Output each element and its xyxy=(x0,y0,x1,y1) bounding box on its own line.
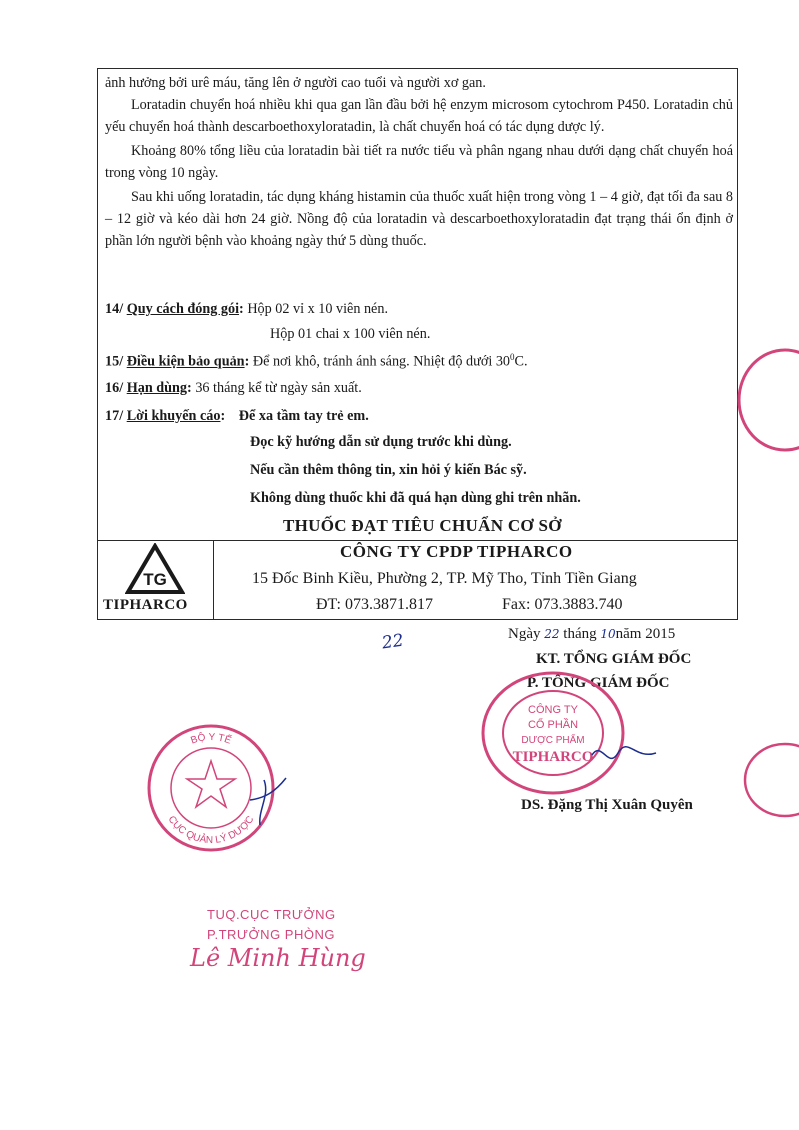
svg-text:DƯỢC PHẨM: DƯỢC PHẨM xyxy=(521,735,585,746)
approval-line-2: P.TRƯỞNG PHÒNG xyxy=(207,927,335,942)
signature-title-2: P. TỔNG GIÁM ĐỐC xyxy=(527,675,670,691)
approval-initial xyxy=(240,770,290,830)
warning-line: Nếu cần thêm thông tin, xin hỏi ý kiến Bác sỹ. xyxy=(250,462,527,478)
warning-line: Để xa tầm tay trẻ em. xyxy=(238,408,369,424)
section-title: Hạn dùng xyxy=(126,380,188,396)
warning-line: Đọc kỹ hướng dẫn sử dụng trước khi dùng. xyxy=(250,434,512,450)
brand-name: TIPHARCO xyxy=(103,597,188,613)
edge-stamp-top xyxy=(725,345,799,455)
paragraph: ảnh hưởng bởi urê máu, tăng lên ở người cao tuổi và người xơ gan. xyxy=(105,75,486,91)
footer-vertical-divider xyxy=(213,540,214,620)
expiry-text: 36 tháng kể từ ngày sản xuất. xyxy=(195,380,362,396)
packaging-line-2: Hộp 01 chai x 100 viên nén. xyxy=(270,326,431,342)
section-title: Quy cách đóng gói xyxy=(126,301,240,317)
paragraph: Khoảng 80% tổng liều của loratadin bài tiết ra nước tiểu và phân ngang nhau dưới dạng chất chuyển hoá trong vòng 10 ngày. xyxy=(105,143,733,181)
degree-sup: 0 xyxy=(510,352,515,362)
approval-line-1: TUQ.CỤC TRƯỞNG xyxy=(207,907,336,922)
section-number: 15/ xyxy=(105,353,124,370)
footer-divider xyxy=(97,540,738,541)
storage-text: Để nơi khô, tránh ánh sáng. Nhiệt độ dưới 30 xyxy=(252,353,511,370)
signer-name: DS. Đặng Thị Xuân Quyên xyxy=(521,797,693,813)
paragraph: Sau khi uống loratadin, tác dụng kháng histamin của thuốc xuất hiện trong vòng 1 – 4 giờ, đạt tối đa sau 8 – 12 giờ và kéo dài hơn 24 giờ. Nồng độ của loratadin và descarboethoxyloratadin đạt trạng thái ổn định ở phần lớn người bệnh vào khoảng ngày thứ 5 dùng thuốc. xyxy=(105,189,733,249)
section-16-expiry: 16/ Hạn dùng: 36 tháng kể từ ngày sản xuất. xyxy=(105,380,362,396)
section-15-storage: 15/ Điều kiện bảo quản: Để nơi khô, tránh ánh sáng. Nhiệt độ dưới $30^0C$. xyxy=(105,352,528,370)
section-number: 17/ xyxy=(105,408,124,424)
company-stamp xyxy=(478,668,628,798)
date-month: 10 xyxy=(600,627,616,641)
paragraph: Loratadin chuyển hoá nhiều khi qua gan lần đầu bởi hệ enzym microsom cytochrom P450. Loratadin chủ yếu chuyển hoá thành descarboethoxyloratadin, là chất chuyển hoá có tác dụng dược lý. xyxy=(105,97,733,135)
date-month-label: tháng xyxy=(563,626,597,642)
company-phone: ĐT: 073.3871.817 xyxy=(316,596,433,613)
signature-scribble xyxy=(590,735,660,775)
approval-name: Lê Minh Hùng xyxy=(190,944,366,972)
edge-stamp-bottom xyxy=(735,740,799,820)
warning-line: Không dùng thuốc khi đã quá hạn dùng ghi trên nhãn. xyxy=(250,490,581,506)
handwritten-mark: 22 xyxy=(380,630,405,654)
date-prefix: Ngày xyxy=(508,626,541,642)
svg-text:CÔNG TY: CÔNG TY xyxy=(528,704,578,716)
section-title: Điều kiện bảo quản xyxy=(126,353,245,370)
company-fax: Fax: 073.3883.740 xyxy=(502,596,623,613)
body-text xyxy=(105,72,733,252)
section-number: 14/ xyxy=(105,301,124,317)
company-name: CÔNG TY CPDP TIPHARCO xyxy=(340,542,573,561)
signature-title-1: KT. TỔNG GIÁM ĐỐC xyxy=(536,651,692,667)
storage-unit: C. xyxy=(514,353,528,370)
section-14-packaging: 14/ Quy cách đóng gói: Hộp 02 vỉ x 10 viên nén. xyxy=(105,301,388,317)
svg-text:CỔ PHẦN: CỔ PHẦN xyxy=(527,719,579,731)
svg-text:TIPHARCO: TIPHARCO xyxy=(512,749,594,765)
section-17-warnings: 17/ Lời khuyến cáo: Để xa tầm tay trẻ em. xyxy=(105,408,369,424)
date-year: năm 2015 xyxy=(615,626,676,642)
tipharco-logo-icon xyxy=(125,543,185,595)
section-number: 16/ xyxy=(105,380,124,396)
svg-text:BỘ Y TẾ: BỘ Y TẾ xyxy=(189,731,233,747)
section-title: Lời khuyến cáo xyxy=(126,408,221,424)
company-address: 15 Đốc Binh Kiều, Phường 2, TP. Mỹ Tho, Tỉnh Tiền Giang xyxy=(252,570,637,587)
logo-text: TG xyxy=(143,570,167,589)
packaging-line-1: Hộp 02 vỉ x 10 viên nén. xyxy=(247,301,388,317)
standard-statement: THUỐC ĐẠT TIÊU CHUẨN CƠ SỞ xyxy=(283,516,562,535)
svg-text:CỤC QUẢN LÝ DƯỢC: CỤC QUẢN LÝ DƯỢC xyxy=(165,814,257,847)
date-day: 22 xyxy=(544,627,560,641)
date-line xyxy=(508,626,675,643)
